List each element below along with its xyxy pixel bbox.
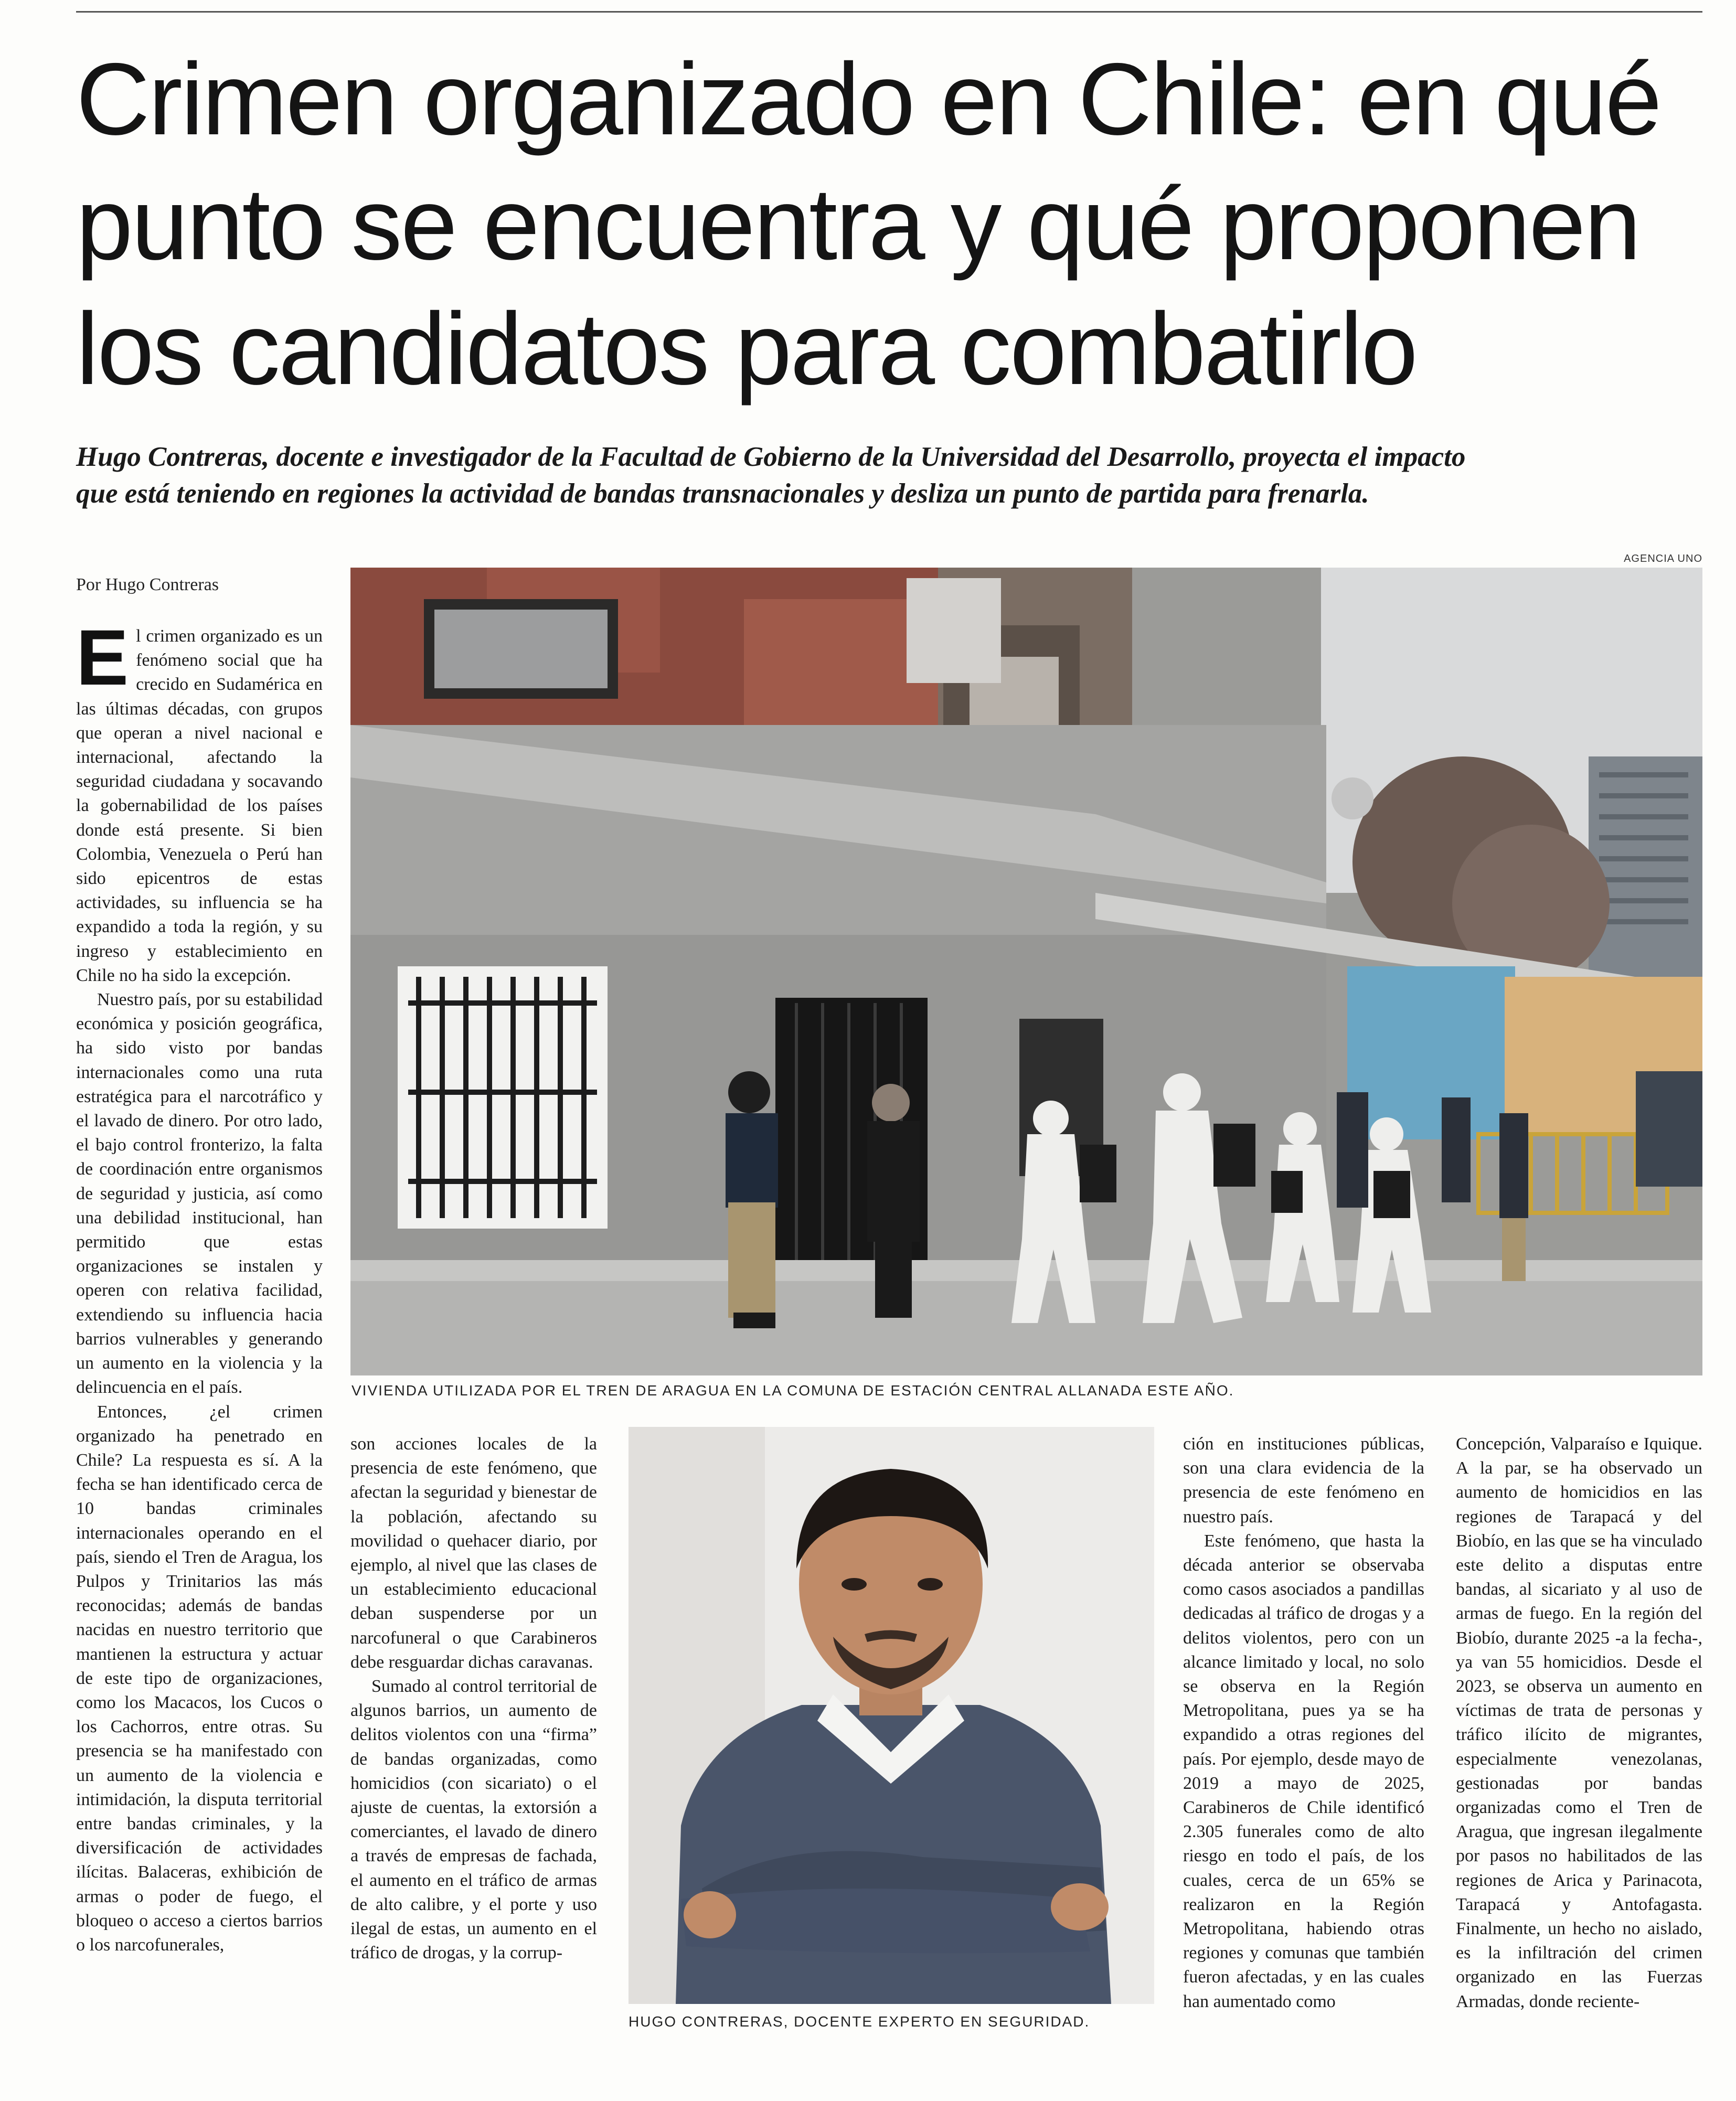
paragraph-3: Entonces, ¿el crimen organizado ha penetrado en Chile? La respuesta es sí. A la fecha se han identificado cerca de 10 bandas criminales internacionales operando en el país, siendo el Tren de Aragua, los Pulpos y Trinitarios las más reconocidas; además de bandas nacidas en nuestro territorio que mantienen la estructura y actuar de este tipo de organizaciones, como los Macacos, los Cucos o los Cachorros, entre otras. Su presencia se ha manifestado con un aumento de la violencia e intimidación, la disputa territorial entre bandas criminales, y la diversificación de actividades ilícitas. Balaceras, exhibición de armas o poder de fuego, el bloqueo o acceso a ciertos barrios o los narcofunerales,: [76, 1402, 323, 1955]
article-column-4: [1456, 1432, 1702, 2014]
portrait-photo: [629, 1427, 1154, 2004]
paragraph-1: [76, 613, 323, 988]
main-photo-caption: VIVIENDA UTILIZADA POR EL TREN DE ARAGUA EN LA COMUNA DE ESTACIÓN CENTRAL ALLANADA ESTE AÑO.: [352, 1382, 1234, 1399]
article-column-1: [76, 613, 323, 1957]
headline-line-1: Crimen organizado en Chile: en qué: [76, 42, 1660, 156]
paragraph-4-continued: ción en instituciones públicas, son una clara evidencia de la presencia de este fenómeno en nuestro país.: [1183, 1434, 1424, 1527]
article-column-3: [1183, 1432, 1424, 2014]
photo-credit: AGENCIA UNO: [1624, 553, 1702, 564]
paragraph-2: Nuestro país, por su estabilidad económica y posición geográfica, ha sido visto por bandas internacionales como una ruta estratégica para el narcotráfico y el lavado de dinero. Por otro lado, el bajo control fronterizo, la falta de coordinación entre organismos de seguridad y justicia, así como una debilidad institucional, han permitido que estas organizaciones se instalen y operen con relativa facilidad, extendiendo su influencia hacia barrios vulnerables y generando un aumento en la violencia y la delincuencia en el país.: [76, 990, 323, 1398]
deck-line-1: Hugo Contreras, docente e investigador de la Facultad de Gobierno de la Universidad del Desarrollo, proyecta el impacto: [76, 442, 1466, 472]
paragraph-4: Sumado al control territorial de algunos barrios, un aumento de delitos violentos con una “firma” de bandas organizadas, como homicidios (con sicariato) o el ajuste de cuentas, la extorsión a comerciantes, el lavado de dinero a través de empresas de fachada, el aumento en el tráfico de armas de alto calibre, y el porte y uso ilegal de estas, un aumento en el tráfico de drogas, y la corrup-: [350, 1677, 597, 1963]
headline: [76, 37, 1713, 411]
deck-line-2: que está teniendo en regiones la actividad de bandas transnacionales y desliza un punto de partida para frenarla.: [76, 478, 1369, 509]
byline: Por Hugo Contreras: [76, 575, 219, 594]
headline-line-3: los candidatos para combatirlo: [76, 292, 1417, 406]
article-column-2: [350, 1432, 597, 1965]
deck: [76, 439, 1713, 512]
top-rule: [76, 11, 1702, 13]
headline-line-2: punto se encuentra y qué proponen: [76, 167, 1640, 281]
raid-photo: [350, 568, 1702, 1375]
paragraph-5-continued: Concepción, Valparaíso e Iquique. A la par, se ha observado un aumento de homicidios en las regiones de Tarapacá y del Biobío, en las que se ha vinculado este delito a disputas entre bandas, al sicariato y al uso de armas de fuego. En la región del Biobío, durante 2025 -a la fecha-, ya van 55 homicidios. Desde el 2023, se observa un aumento en víctimas de trata de personas y tráfico ilícito de migrantes, especialmente venezolanas, gestionadas por bandas organizadas como el Tren de Aragua, que ingresan ilegalmente por pasos no habilitados de las regiones de Arica y Parinacota, Tarapacá y Antofagasta. Finalmente, un hecho no aislado, es la infiltración del crimen organizado en las Fuerzas Armadas, donde reciente-: [1456, 1434, 1702, 2011]
paragraph-5: Este fenómeno, que hasta la década anterior se observaba como casos asociados a pandillas dedicadas al tráfico de drogas y a delitos violentos, pero con un alcance limitado y local, no solo se observa en la Región Metropolitana, pues ya se ha expandido a otras regiones del país. Por ejemplo, desde mayo de 2019 a mayo de 2025, Carabineros de Chile identificó 2.305 funerales como de alto riesgo en todo el país, de los cuales, cerca de un 65% se realizaron en la Región Metropolitana, habiendo otras regiones y comunas que también fueron afectadas, y en las cuales han aumentado como: [1183, 1531, 1424, 2011]
paragraph-1-text: l crimen organizado es un fenómeno social que ha crecido en Sudamérica en las últimas décadas, con grupos que operan a nivel nacional e internacional, afectando la seguridad ciudadana y socavando la gobernabilidad de los países donde está presente. Si bien Colombia, Venezuela o Perú han sido epicentros de estas actividades, su influencia se ha expandido a toda la región, y su ingreso y establecimiento en Chile no ha sido la excepción.: [76, 626, 323, 985]
portrait-photo-caption: HUGO CONTRERAS, DOCENTE EXPERTO EN SEGURIDAD.: [629, 2013, 1090, 2030]
paragraph-3-continued: son acciones locales de la presencia de este fenómeno, que afectan la seguridad y bienestar de la población, afectando su movilidad o quehacer diario, por ejemplo, al nivel que las clases de un establecimiento educacional deban suspenderse por un narcofuneral o que Carabineros debe resguardar dichas caravanas.: [350, 1434, 597, 1672]
drop-cap: E: [76, 613, 129, 701]
